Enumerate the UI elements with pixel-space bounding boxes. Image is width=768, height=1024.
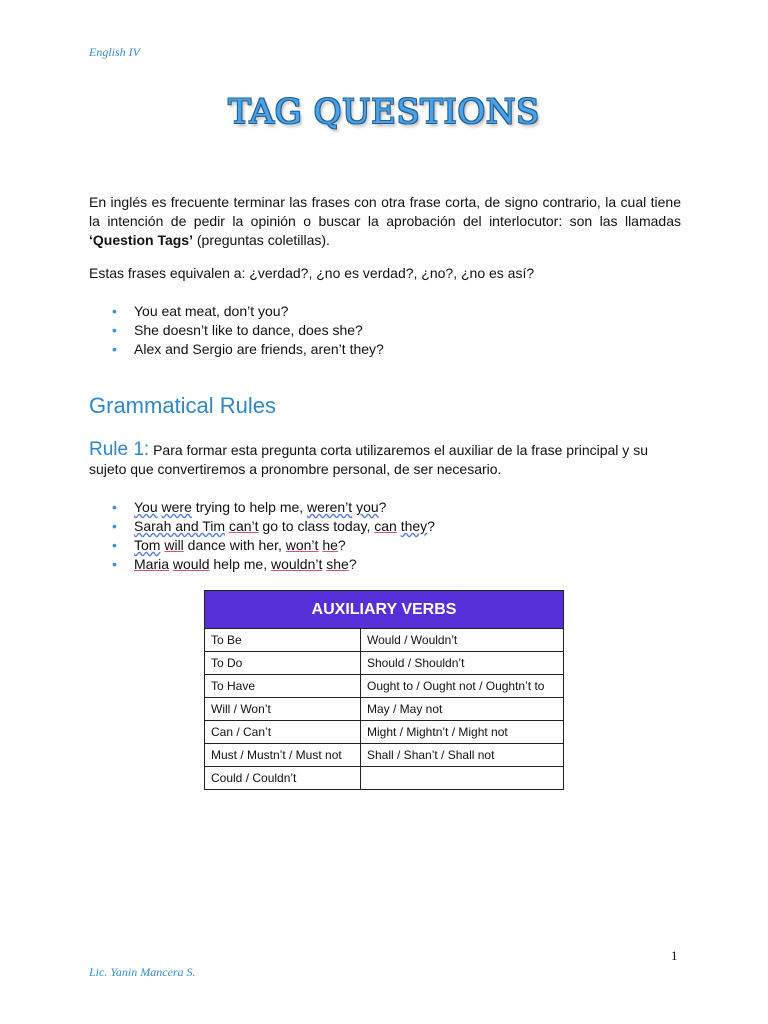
table-cell: Ought to / Ought not / Oughtn’t to [361,675,564,698]
auxiliary: would [172,556,210,572]
table-cell: To Be [205,629,361,652]
sentence-middle: trying to help me, [191,499,308,515]
table-cell: Will / Won’t [205,698,361,721]
table-title: AUXILIARY VERBS [205,591,564,629]
tag-pronoun: he [322,537,338,553]
intro-paragraph [89,193,681,250]
bullet-icon: • [112,341,117,357]
table-cell: Might / Mightn’t / Might not [361,721,564,744]
table-cell [361,767,564,790]
table-cell: To Do [205,652,361,675]
tag-auxiliary: weren’t [307,499,353,515]
list-item-text: She doesn’t like to dance, does she? [134,322,363,338]
subject: Maria [134,556,170,572]
list-item-text: Alex and Sergio are friends, aren’t they? [134,341,384,357]
sentence-middle: help me, [209,556,271,572]
equivalents-paragraph: Estas frases equivalen a: ¿verdad?, ¿no es verdad?, ¿no?, ¿no es así? [89,265,535,281]
rule-examples-list [89,498,435,574]
table-header-row [205,591,564,629]
tag-auxiliary: wouldn’t [270,556,323,572]
table-row [205,744,564,767]
list-item [89,302,384,321]
table-cell: Could / Couldn’t [205,767,361,790]
list-item-text: You eat meat, don’t you? [134,303,289,319]
intro-examples-list [89,302,384,359]
question-mark: ? [427,518,435,534]
table-row [205,652,564,675]
tag-pronoun: she [326,556,349,572]
list-item [89,555,435,574]
bullet-icon: • [112,537,117,553]
subject: Sarah and Tim [134,518,226,534]
page-number: 1 [671,948,678,963]
bullet-icon: • [112,303,117,319]
bullet-icon: • [112,518,117,534]
auxiliary-verbs-table [204,590,564,790]
table-row [205,767,564,790]
list-item [89,536,435,555]
question-mark: ? [348,556,357,572]
table-cell: Would / Wouldn’t [361,629,564,652]
sentence-middle: dance with her, [183,537,286,553]
table-row [205,721,564,744]
bullet-icon: • [112,322,117,338]
tag-pronoun: you [356,499,379,515]
bullet-icon: • [112,556,117,572]
table-cell: Shall / Shan’t / Shall not [361,744,564,767]
intro-text-b: (preguntas coletillas). [192,232,330,248]
question-mark: ? [378,499,387,515]
table-row [205,675,564,698]
auxiliary: will [164,537,184,553]
page-title: TAG QUESTIONS [228,92,540,132]
section-heading: Grammatical Rules [89,393,277,418]
list-item [89,340,384,359]
intro-text-a: En inglés es frecuente terminar las frases con otra frase corta, de signo contrario, la cual tiene la intención de pedir la opinión o buscar la aprobación del interlocutor: son las llamadas [89,194,681,229]
question-mark: ? [337,537,346,553]
header-course-name: English IV [89,45,140,59]
list-item [89,321,384,340]
subject: Tom [134,537,161,553]
tag-auxiliary: can [374,518,397,534]
rule-text: Para formar esta pregunta corta utilizaremos el auxiliar de la frase principal y su sujeto que convertiremos a pronombre personal, de ser necesario. [89,442,648,477]
intro-question-tags-term: ‘Question Tags’ [89,232,193,248]
rule-label: Rule 1: [89,439,150,460]
auxiliary: can’t [228,518,259,534]
tag-pronoun: they [400,518,428,534]
footer-author: Lic. Yanin Mancera S. [89,965,196,979]
table-cell: Can / Can’t [205,721,361,744]
subject: You [134,499,158,515]
auxiliary: were [161,499,192,515]
bullet-icon: • [112,499,117,515]
table-cell: May / May not [361,698,564,721]
list-item [89,498,435,517]
tag-auxiliary: won’t [285,537,319,553]
table-cell: Should / Shouldn’t [361,652,564,675]
table-cell: To Have [205,675,361,698]
list-item [89,517,435,536]
sentence-middle: go to class today, [258,518,375,534]
rule-1-paragraph [89,440,681,479]
table-row [205,629,564,652]
table-row [205,698,564,721]
table-cell: Must / Mustn’t / Must not [205,744,361,767]
